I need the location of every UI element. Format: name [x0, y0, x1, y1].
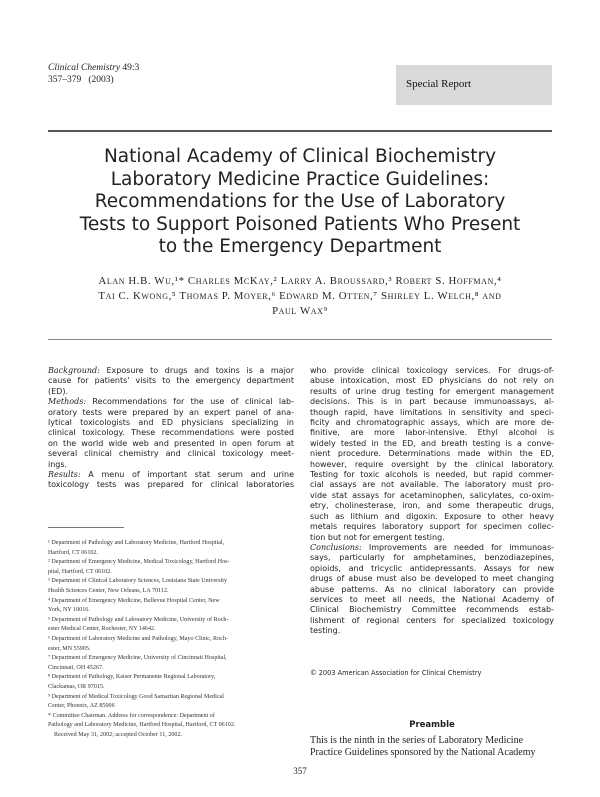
- title-line: National Academy of Clinical Biochemistry: [103, 146, 497, 167]
- abstract-line: though rapid, have limitations in sensitivity and speci-: [310, 407, 554, 417]
- abstract-line: Conclusions: Improvements are needed for immunoas-: [310, 542, 554, 552]
- footnote-line: ester, MN 55905.: [48, 645, 91, 652]
- footnote-line: Hartford, CT 06102.: [48, 549, 98, 556]
- title-line: Recommendations for the Use of Laboratory: [94, 191, 506, 212]
- journal-volume-issue: 49:3: [122, 63, 140, 73]
- abstract-line: clinical toxicology. These recommendations were posted: [48, 428, 294, 438]
- section-label-box: [396, 65, 552, 105]
- preamble-heading: Preamble: [409, 720, 455, 730]
- section-label: Special Report: [406, 78, 472, 90]
- abstract-line: ings.: [48, 459, 68, 469]
- abstract-line: several clinical chemistry and clinical toxicology meet-: [48, 449, 294, 459]
- abstract-right-column: [310, 366, 554, 637]
- abstract-left-column: [48, 366, 294, 491]
- abstract-line: lishment of regional centers for specialized toxicology: [310, 615, 554, 625]
- footnote-line: Cincinnati, OH 45267.: [48, 664, 104, 671]
- conclusions-label: Conclusions:: [310, 542, 362, 552]
- abstract-line: testing.: [310, 626, 341, 636]
- background-label: Background:: [48, 366, 100, 375]
- abstract-line: results of urine drug testing for emergent management: [310, 386, 554, 396]
- title-line: Tests to Support Poisoned Patients Who Present: [79, 213, 521, 235]
- preamble-line: Practice Guidelines sponsored by the National Academy: [310, 747, 536, 758]
- footnote-line: ² Department of Emergency Medicine, Medical Toxicology, Hartford Hos-: [48, 559, 230, 566]
- abstract-line: finitive, are more labor-intensive. Ethyl alcohol is: [310, 428, 554, 438]
- abstract-line: oratory tests were prepared by an expert panel of ana-: [48, 407, 294, 417]
- footnote-line: ⁹ Department of Medical Toxicology Good Samaritan Regional Medical: [48, 693, 224, 700]
- footnote-rule: [48, 527, 124, 528]
- abstract-line: nient procedure. Determinations made within the ED,: [310, 449, 554, 459]
- abstract-line: on the world wide web and presented in open forum at: [48, 438, 294, 448]
- footnote-line: Clackamas, OR 97015.: [48, 683, 105, 690]
- preamble-text: [310, 735, 554, 759]
- abstract-line: vide stat assays for acetaminophen, salicylates, co-oxim-: [310, 490, 554, 500]
- footnote-line: Pathology and Laboratory Medicine, Hartford Hospital, Hartford, CT 06102.: [48, 722, 236, 729]
- abstract-line: however, require oversight by the clinical laboratory.: [310, 459, 554, 469]
- abstract-line: Methods: Recommendations for the use of clinical lab-: [48, 397, 294, 407]
- abstract-line: says, particularly for amphetamines, benzodiazepines,: [310, 553, 554, 563]
- abstract-line: services to meet all needs, the National Academy of: [310, 594, 554, 604]
- title-line: to the Emergency Department: [158, 236, 442, 257]
- header-rule: [48, 130, 552, 132]
- results-label: Results:: [48, 470, 81, 480]
- footnote-line: Received May 31, 2002; accepted October 11, 2002.: [54, 731, 183, 738]
- footnote-line: ⁷ Department of Emergency Medicine, University of Cincinnati Hospital,: [48, 655, 227, 662]
- abstract-line: etry, cholinesterase, iron, and some therapeutic drugs,: [310, 501, 554, 511]
- abstract-line: tion but not for emergent testing.: [310, 532, 445, 542]
- journal-pages-year: 357–379 (2003): [48, 75, 114, 85]
- abstract-line: widely tested in the ED, and breath testing is a conve-: [310, 438, 554, 448]
- abstract-line: drugs of abuse must also be developed to meet changing: [310, 574, 554, 584]
- abstract-line: Background: Exposure to drugs and toxins is a major: [48, 366, 294, 375]
- footnote-line: ¹ Department of Pathology and Laboratory Medicine, Hartford Hospital,: [48, 540, 225, 546]
- author-line: Tai C. Kwong,⁵ Thomas P. Moyer,⁶ Edward M. Otten,⁷ Shirley L. Welch,⁸ and: [98, 290, 502, 302]
- author-list: [48, 274, 552, 319]
- title-line: Laboratory Medicine Practice Guidelines:: [110, 168, 490, 190]
- footnote-line: ester Medical Center, Rochester, NY 14642.: [48, 626, 156, 633]
- abstract-line: abuse patterns. As no clinical laboratory can provide: [310, 584, 554, 594]
- abstract-line: lytical toxicologists and ED physicians specializing in: [48, 418, 294, 428]
- journal-name-line: [48, 62, 139, 74]
- abstract-line: cause for patients' visits to the emergency department: [48, 376, 294, 386]
- footnote-line: Health Sciences Center, New Orleans, LA 70112.: [48, 587, 169, 594]
- author-line: Paul Wax⁹: [272, 305, 328, 317]
- abstract-rule: [48, 339, 552, 340]
- journal-name: Clinical Chemistry: [48, 63, 121, 73]
- abstract-line: (ED).: [48, 386, 68, 396]
- footnote-line: Center, Phoenix, AZ 85006: [48, 703, 115, 710]
- abstract-line: Testing for toxic alcohols is needed, but rapid commer-: [310, 470, 554, 480]
- journal-citation: [48, 62, 139, 86]
- abstract-line: metals requires laboratory support for specimen collec-: [310, 522, 554, 532]
- abstract-line: who provide clinical toxicology services. For drugs-of-: [310, 366, 554, 375]
- author-line: Alan H.B. Wu,¹* Charles McKay,² Larry A. Broussard,³ Robert S. Hoffman,⁴: [98, 275, 502, 287]
- abstract-line: ficity and chromatographic assays, which are more de-: [310, 418, 554, 428]
- abstract-line: toxicology tests was prepared for clinical laboratories: [48, 480, 294, 490]
- page-number: 357: [293, 766, 307, 776]
- footnote-line: pital, Hartford, CT 06102.: [48, 568, 112, 575]
- affiliation-footnotes: [48, 539, 294, 740]
- footnote-line: ⁴ Department of Emergency Medicine, Bellevue Hospital Center, New: [48, 597, 220, 604]
- preamble-line: This is the ninth in the series of Laboratory Medicine: [310, 735, 524, 746]
- abstract-line: Clinical Biochemistry Committee recommends estab-: [310, 605, 554, 615]
- footnote-line: York, NY 10016.: [48, 607, 90, 614]
- footnote-line: ³ Department of Clinical Laboratory Sciences, Louisiana State University: [48, 578, 228, 585]
- abstract-line: such as lithium and digoxin. Exposure to other heavy: [310, 511, 554, 521]
- methods-label: Methods:: [48, 397, 87, 407]
- copyright-notice: © 2003 American Association for Clinical Chemistry: [310, 669, 482, 677]
- footnote-line: ⁶ Department of Laboratory Medicine and Pathology, Mayo Clinic, Roch-: [48, 635, 228, 642]
- abstract-line: decisions. This is in part because immunoassays, al-: [310, 397, 554, 407]
- abstract-line: opioids, and tricyclic antidepressants. Assays for new: [310, 563, 554, 573]
- footnote-line: ⁸ Department of Pathology, Kaiser Permanente Regional Laboratory,: [48, 674, 216, 681]
- abstract-line: Results: A menu of important stat serum and urine: [48, 470, 294, 480]
- abstract-line: cial assays are not available. The laboratory must pro-: [310, 480, 554, 490]
- article-title: [48, 146, 552, 259]
- footnote-line: ⁵ Department of Pathology and Laboratory Medicine, University of Roch-: [48, 616, 229, 623]
- footnote-line: * Committee Chairman. Address for correspondence: Department of: [48, 712, 215, 719]
- abstract-line: abuse intoxication, most ED physicians do not rely on: [310, 376, 554, 386]
